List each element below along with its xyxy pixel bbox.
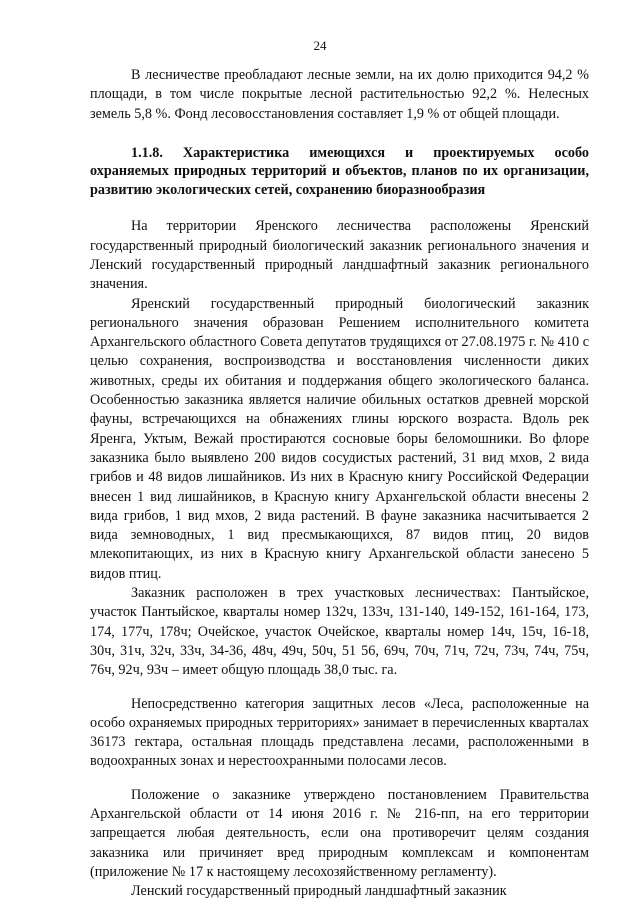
paragraph-lensky-reserve: Ленский государственный природный ландшафтный заказник [131,883,507,900]
section-heading: 1.1.8. Характеристика имеющихся и проектируемых особо охраняемых природных территорий и объектов, планов по их организации, развитию экологических сетей, сохранению биоразнообразия [90,144,589,198]
page-number: 24 [313,38,327,53]
paragraph-reserve-location: Заказник расположен в трех участковых лесничествах: Пантыйское, участок Пантыйское, кварталы номер 132ч, 133ч, 131-140, 149-152, 161-164, 173, 174, 177ч, 178ч; Очейское, участок Очейское, кварталы номер 14ч, 15ч, 16-18, 30ч, 31ч, 32ч, 33ч, 34-36, 48ч, 49ч, 50ч, 51 56, 69ч, 70ч, 71ч, 72ч, 73ч, 74ч, 75ч, 76ч, 92ч, 93ч – имеет общую площадь 38,0 тыс. га. [90,585,589,679]
page-content [90,66,589,901]
paragraph-reserves-intro: На территории Яренского лесничества расположены Яренский государственный природный биологический заказник регионального значения и Ленский государственный природный ландшафтный заказник регионального значения. [90,218,589,293]
paragraph-regulation: Положение о заказнике утверждено постановлением Правительства Архангельской области от 14 июня 2016 г. № 216-пп, на его территории запрещается любая деятельность, если она противоречит целям создания заказника или причиняет вред природным комплексам и компонентам (приложение № 17 к настоящему лесохозяйственному регламенту). [90,786,589,880]
paragraph-protective-forests: Непосредственно категория защитных лесов «Леса, расположенные на особо охраняемых природных территориях» занимает в перечисленных кварталах 36173 гектара, остальная площадь представлена лесами, расположенными в водоохранных зонах и нерестоохранными полосами лесов. [90,695,589,770]
paragraph-yarensky-reserve: Яренский государственный природный биологический заказник регионального значения образован Решением исполнительного комитета Архангельского областного Совета депутатов трудящихся от 27.08.1975 г. № 410 с целью сохранения, воспроизводства и восстановления численности диких животных, среды их обитания и поддержания общего экологического баланса. Особенностью заказника является наличие обильных остатков древней морской фауны, встречающихся на обнажениях глины юрского возраста. Вдоль рек Яренга, Уктым, Вежай простираются сосновые боры беломошники. Во флоре заказника было выявлено 200 видов сосудистых растений, 31 вид мхов, 2 вида грибов и 48 видов лишайников. Из них в Красную книгу Российской Федерации внесен 1 вид лишайников, в Красную книгу Архангельской области внесены 2 вида грибов, 1 вид мхов, 2 вида растений. В фауне заказника насчитывается 2 вида земноводных, 1 вид пресмыкающихся, 87 видов птиц, 20 видов млекопитающих, из них в Красную книгу Архангельской области занесено 5 видов птиц. [90,295,589,582]
paragraph-forest-land: В лесничестве преобладают лесные земли, на их долю приходится 94,2 % площади, в том числе покрытые лесной растительностью 92,2 %. Нелесных земель 5,8 %. Фонд лесовосстановления составляет 1,9 % от общей площади. [90,67,589,122]
